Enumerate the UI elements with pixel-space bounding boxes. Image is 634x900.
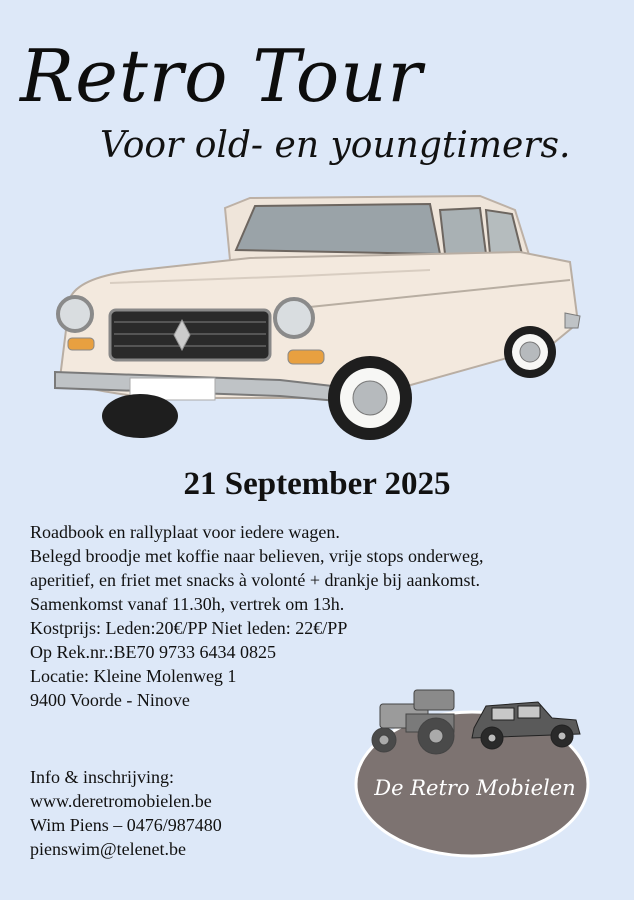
detail-line: Kostprijs: Leden:20€/PP Niet leden: 22€/PP	[30, 618, 348, 638]
vintage-car-image	[50, 188, 585, 460]
contact-email-link[interactable]: pienswim@telenet.be	[30, 839, 187, 859]
page-subtitle: Voor old- en youngtimers.	[100, 125, 571, 166]
detail-line: Locatie: Kleine Molenweg 1	[30, 666, 237, 686]
contact-phone: Wim Piens – 0476/987480	[30, 815, 222, 835]
contact-website-link[interactable]: www.deretromobielen.be	[30, 791, 212, 811]
detail-line: 9400 Voorde - Ninove	[30, 690, 190, 710]
contact-heading: Info & inschrijving:	[30, 767, 174, 787]
club-logo	[352, 684, 598, 860]
detail-line: Samenkomst vanaf 11.30h, vertrek om 13h.	[30, 594, 345, 614]
contact-info	[30, 765, 222, 861]
club-logo-name: De Retro Mobielen	[374, 776, 576, 800]
detail-line: Op Rek.nr.:BE70 9733 6434 0825	[30, 642, 276, 662]
detail-line: Belegd broodje met koffie naar believen, vrije stops onderweg,	[30, 546, 484, 566]
page-title: Retro Tour	[20, 34, 423, 118]
detail-line: aperitief, en friet met snacks à volonté + drankje bij aankomst.	[30, 570, 480, 590]
event-date: 21 September 2025	[183, 466, 451, 502]
detail-line: Roadbook en rallyplaat voor iedere wagen.	[30, 522, 340, 542]
